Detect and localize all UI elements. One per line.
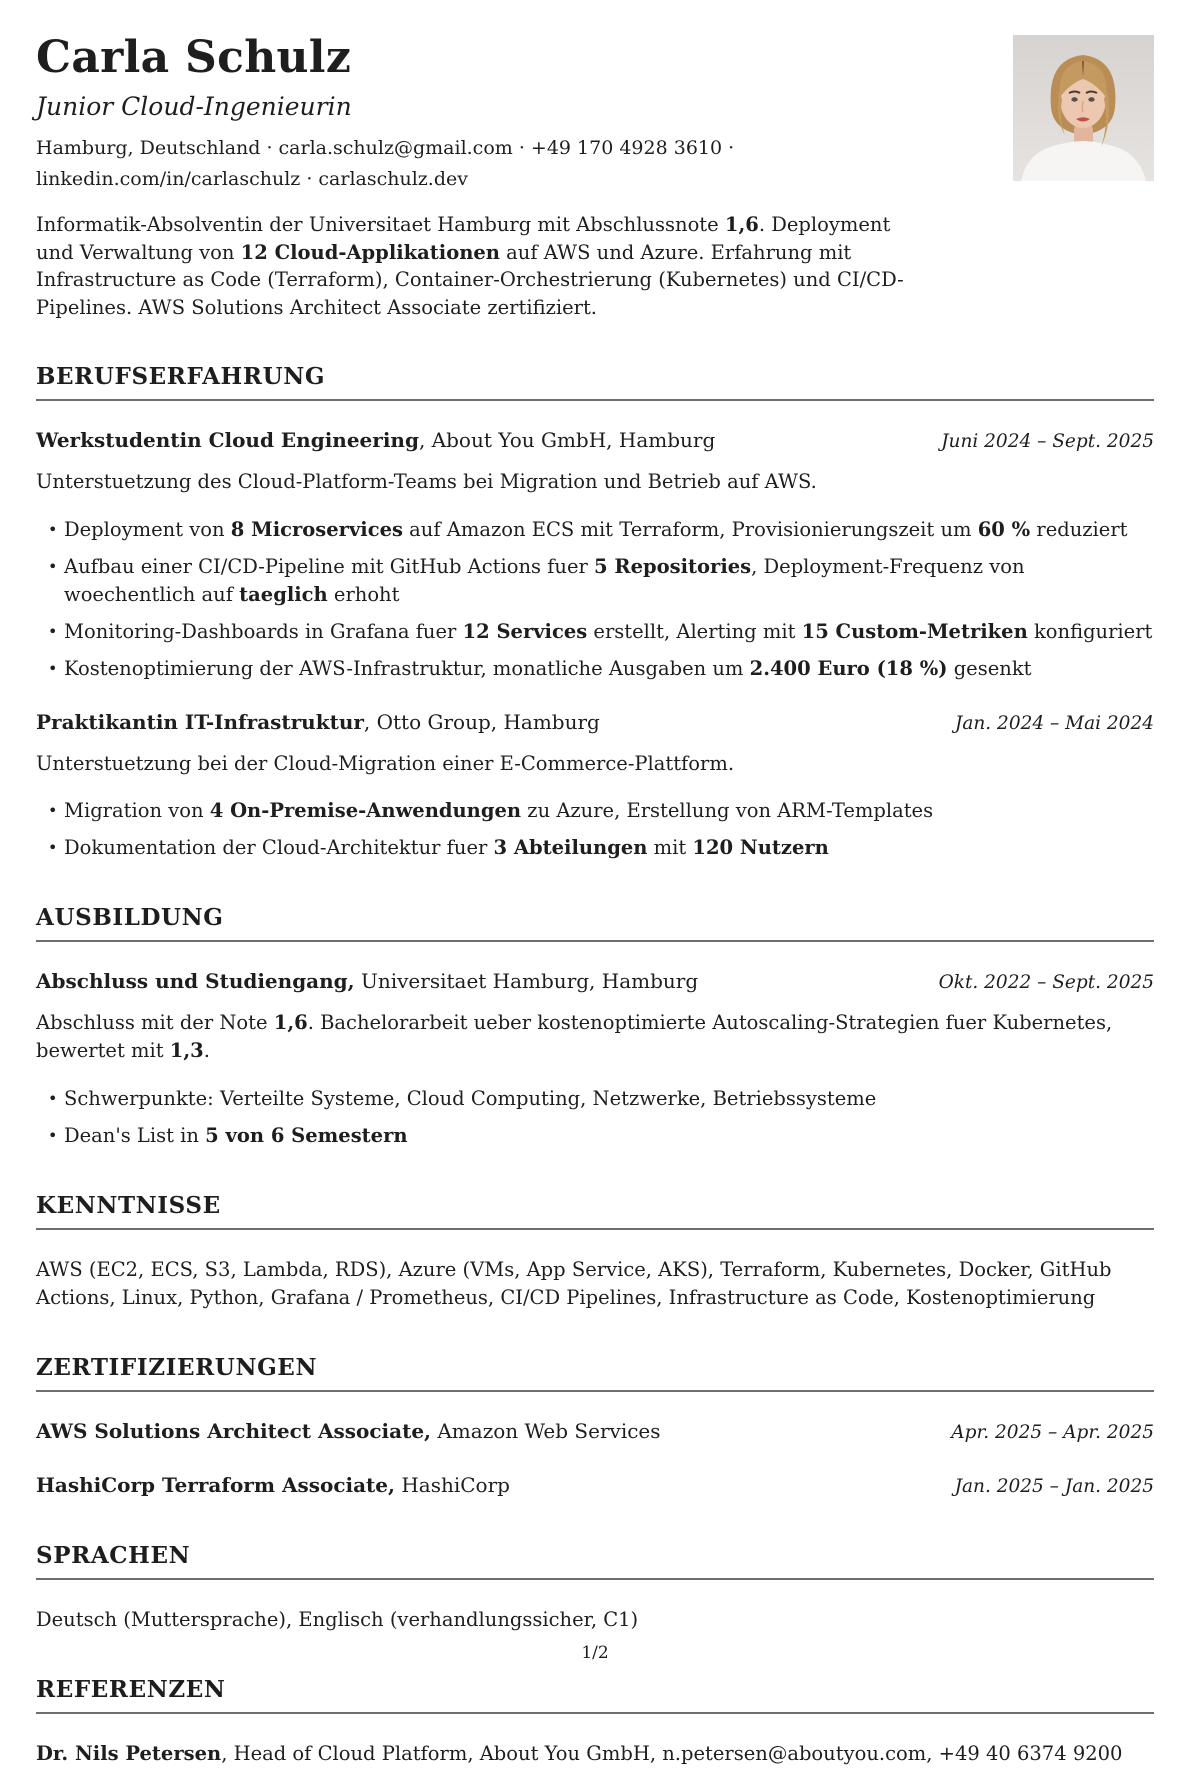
section-divider bbox=[36, 1712, 1154, 1714]
section-skills bbox=[36, 1192, 1154, 1312]
section-experience bbox=[36, 363, 1154, 862]
education-bullet-list bbox=[36, 1085, 1154, 1150]
section-divider bbox=[36, 399, 1154, 401]
bullet-item: • Dokumentation der Cloud-Architektur fuer 3 Abteilungen mit 120 Nutzern bbox=[36, 834, 1154, 862]
reference-text: Dr. Nils Petersen, Head of Cloud Platform, About You GmbH, n.petersen@aboutyou.com, +49 40 6374 9200 bbox=[36, 1741, 1123, 1765]
bullet-item: • Schwerpunkte: Verteilte Systeme, Cloud Computing, Netzwerke, Betriebssysteme bbox=[36, 1085, 1154, 1113]
summary-paragraph: Informatik-Absolventin der Universitaet Hamburg mit Abschlussnote 1,6. Deployment und Verwaltung von 12 Cloud-Applikationen auf AWS und Azure. Erfahrung mit Infrastructure as Code (Terraform), Container-Orchestrierung (Kubernetes) und CI/CD-Pipelines. AWS Solutions Architect Associate zertifiziert. bbox=[36, 213, 904, 319]
section-heading-references: REFERENZEN bbox=[36, 1675, 226, 1703]
job-bullet-list bbox=[36, 797, 1154, 862]
certification-entry bbox=[36, 1418, 1154, 1446]
certification-date: Jan. 2025 – Jan. 2025 bbox=[954, 1475, 1154, 1497]
job-entry bbox=[36, 709, 1154, 863]
section-education bbox=[36, 904, 1154, 1150]
section-heading-education: AUSBILDUNG bbox=[36, 904, 224, 932]
job-date: Jan. 2024 – Mai 2024 bbox=[954, 712, 1154, 734]
certification-title-line: AWS Solutions Architect Associate, Amazon Web Services bbox=[36, 1418, 661, 1443]
section-languages bbox=[36, 1542, 1154, 1634]
skills-text: AWS (EC2, ECS, S3, Lambda, RDS), Azure (VMs, App Service, AKS), Terraform, Kubernetes, Docker, GitHub Actions, Linux, Python, Grafana / Prometheus, CI/CD Pipelines, Infrastructure as Code, Kostenoptimierung bbox=[36, 1257, 1112, 1309]
section-divider bbox=[36, 1228, 1154, 1230]
section-certifications bbox=[36, 1354, 1154, 1500]
profile-photo bbox=[1013, 35, 1154, 181]
bullet-item: • Deployment von 8 Microservices auf Amazon ECS mit Terraform, Provisionierungszeit um 60 % reduziert bbox=[36, 516, 1154, 544]
languages-text: Deutsch (Muttersprache), Englisch (verhandlungssicher, C1) bbox=[36, 1607, 639, 1631]
education-entry bbox=[36, 968, 1154, 1150]
job-title-line: Werkstudentin Cloud Engineering, About You GmbH, Hamburg bbox=[36, 428, 716, 453]
job-bullet-list bbox=[36, 516, 1154, 683]
job-title-line: Praktikantin IT-Infrastruktur, Otto Group, Hamburg bbox=[36, 709, 600, 734]
job-description: Unterstuetzung bei der Cloud-Migration einer E-Commerce-Plattform. bbox=[36, 751, 735, 775]
profile-photo-image bbox=[1013, 35, 1154, 181]
bullet-item: • Migration von 4 On-Premise-Anwendungen zu Azure, Erstellung von ARM-Templates bbox=[36, 797, 1154, 825]
section-references bbox=[36, 1676, 1154, 1768]
job-entry bbox=[36, 427, 1154, 683]
section-divider bbox=[36, 940, 1154, 942]
job-date: Juni 2024 – Sept. 2025 bbox=[941, 431, 1154, 453]
bullet-item: • Kostenoptimierung der AWS-Infrastruktur, monatliche Ausgaben um 2.400 Euro (18 %) gesenkt bbox=[36, 655, 1154, 683]
section-heading-languages: SPRACHEN bbox=[36, 1541, 191, 1569]
section-divider bbox=[36, 1578, 1154, 1580]
person-name: Carla Schulz bbox=[36, 32, 352, 83]
section-heading-skills: KENNTNISSE bbox=[36, 1191, 221, 1219]
bullet-item: • Dean's List in 5 von 6 Semestern bbox=[36, 1122, 1154, 1150]
header bbox=[36, 34, 1154, 195]
education-date: Okt. 2022 – Sept. 2025 bbox=[938, 972, 1154, 994]
education-description: Abschluss mit der Note 1,6. Bachelorarbeit ueber kostenoptimierte Autoscaling-Strategien fuer Kubernetes, bewertet mit 1,3. bbox=[36, 1011, 1113, 1063]
section-divider bbox=[36, 1390, 1154, 1392]
contact-line-1: Hamburg, Deutschland · carla.schulz@gmail.com · +49 170 4928 3610 · bbox=[36, 137, 735, 160]
page-number: 1/2 bbox=[581, 1643, 609, 1663]
bullet-item: • Aufbau einer CI/CD-Pipeline mit GitHub Actions fuer 5 Repositories, Deployment-Frequenz von woechentlich auf taeglich erhoht bbox=[36, 553, 1154, 609]
education-title-line: Abschluss und Studiengang, Universitaet Hamburg, Hamburg bbox=[36, 969, 699, 994]
job-description: Unterstuetzung des Cloud-Platform-Teams bei Migration und Betrieb auf AWS. bbox=[36, 470, 817, 494]
certification-date: Apr. 2025 – Apr. 2025 bbox=[951, 1421, 1154, 1443]
certification-title-line: HashiCorp Terraform Associate, HashiCorp bbox=[36, 1472, 510, 1497]
section-heading-experience: BERUFSERFAHRUNG bbox=[36, 363, 326, 391]
bullet-item: • Monitoring-Dashboards in Grafana fuer 12 Services erstellt, Alerting mit 15 Custom-Metriken konfiguriert bbox=[36, 618, 1154, 646]
section-heading-certifications: ZERTIFIZIERUNGEN bbox=[36, 1353, 318, 1381]
person-title: Junior Cloud-Ingenieurin bbox=[36, 92, 352, 122]
contact-line-2: linkedin.com/in/carlaschulz · carlaschulz.dev bbox=[36, 168, 468, 191]
certification-entry bbox=[36, 1472, 1154, 1500]
